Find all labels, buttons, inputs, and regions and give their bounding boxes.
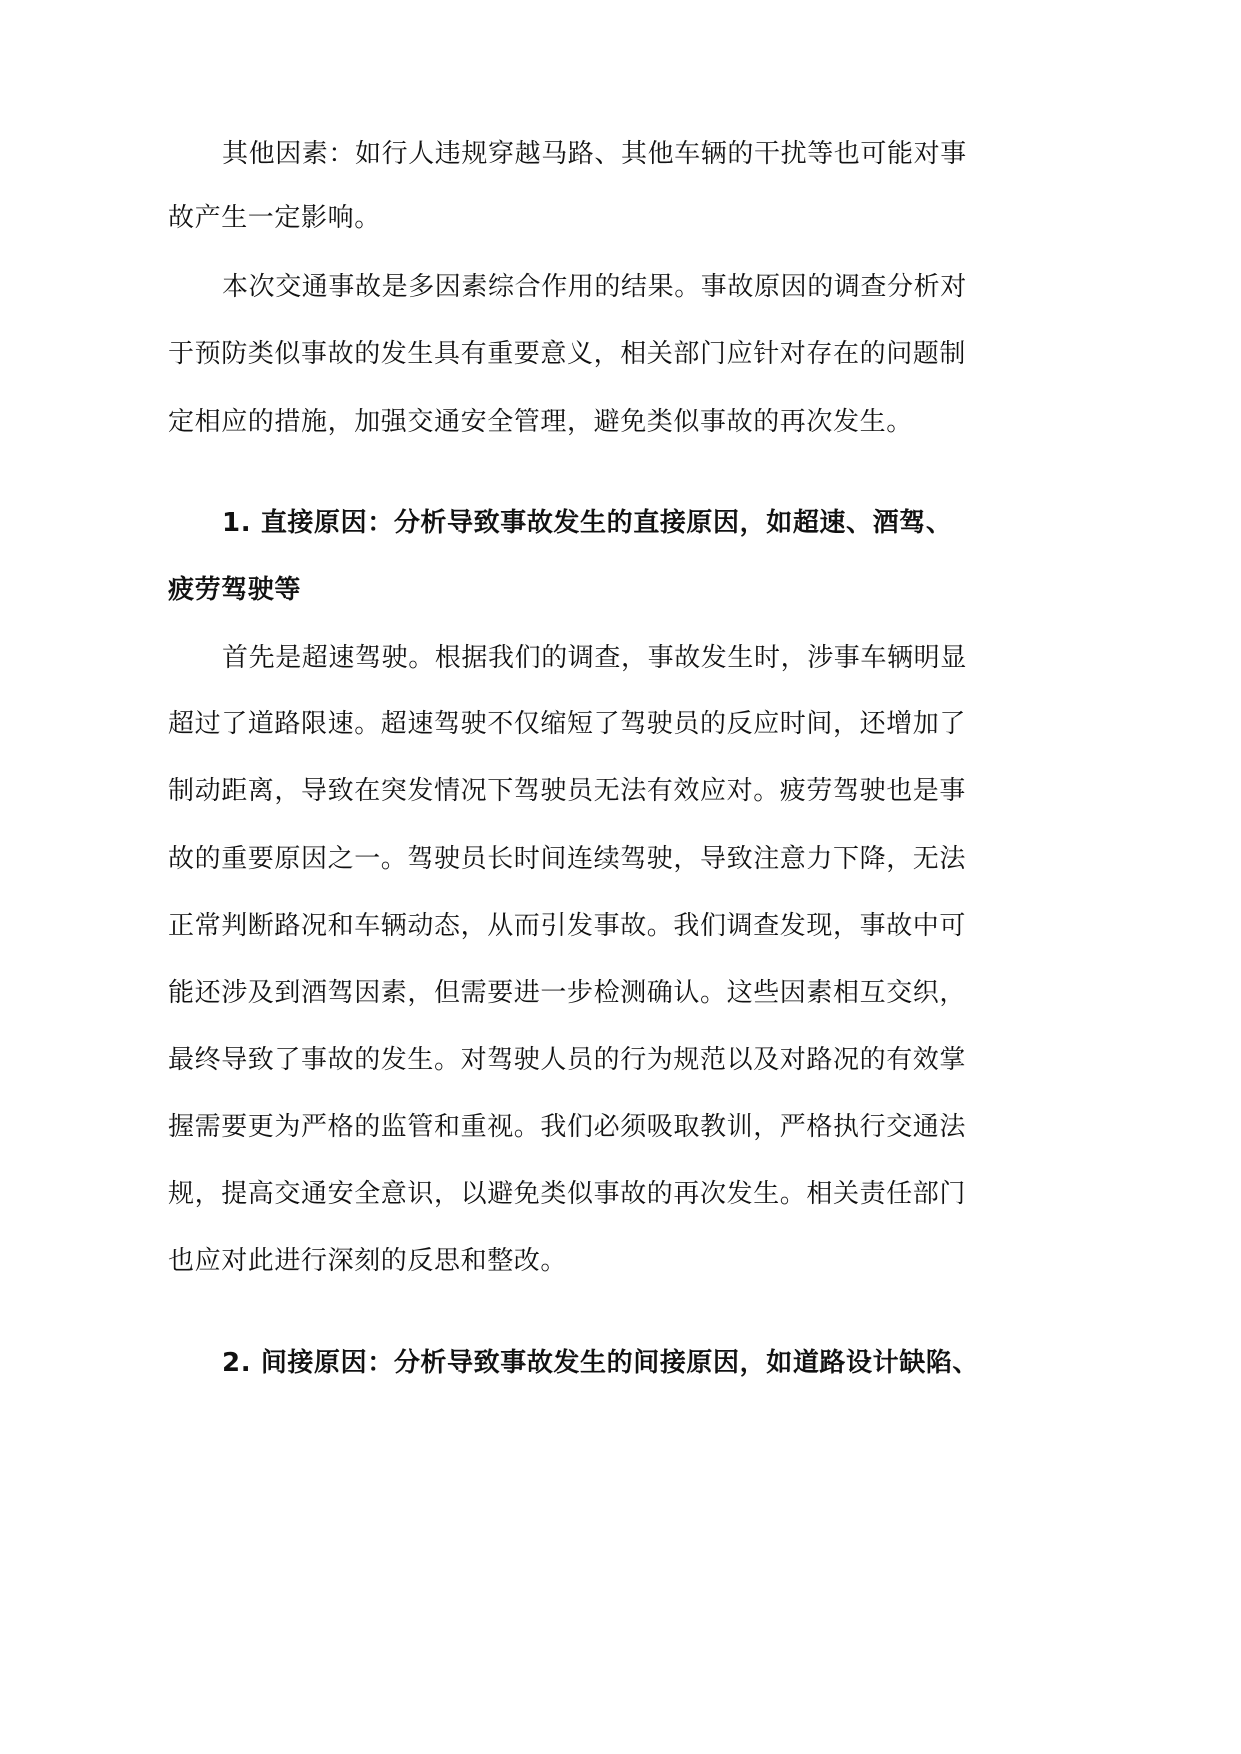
paragraph-direct-cause-line-8: 握需要更为严格的监管和重视。我们必须吸取教训，严格执行交通法 [168, 1112, 967, 1142]
paragraph-direct-cause-line-10: 也应对此进行深刻的反思和整改。 [168, 1246, 568, 1276]
paragraph-other-factors-line-1: 其他因素：如行人违规穿越马路、其他车辆的干扰等也可能对事 [222, 139, 967, 169]
paragraph-direct-cause-line-9: 规，提高交通安全意识，以避免类似事故的再次发生。相关责任部门 [168, 1179, 967, 1209]
paragraph-direct-cause-line-3: 制动距离，导致在突发情况下驾驶员无法有效应对。疲劳驾驶也是事 [168, 776, 967, 806]
paragraph-direct-cause-line-2: 超过了道路限速。超速驾驶不仅缩短了驾驶员的反应时间，还增加了 [168, 709, 967, 739]
paragraph-conclusion-line-3: 定相应的措施，加强交通安全管理，避免类似事故的再次发生。 [168, 407, 913, 437]
paragraph-direct-cause-line-1: 首先是超速驾驶。根据我们的调查，事故发生时，涉事车辆明显 [222, 643, 967, 673]
paragraph-direct-cause-line-4: 故的重要原因之一。驾驶员长时间连续驾驶，导致注意力下降，无法 [168, 844, 967, 874]
paragraph-direct-cause-line-7: 最终导致了事故的发生。对驾驶人员的行为规范以及对路况的有效掌 [168, 1045, 967, 1075]
heading-2-line-1: 2. 间接原因：分析导致事故发生的间接原因，如道路设计缺陷、 [222, 1348, 980, 1378]
heading-1-line-2: 疲劳驾驶等 [168, 575, 302, 605]
paragraph-direct-cause-line-6: 能还涉及到酒驾因素，但需要进一步检测确认。这些因素相互交织， [168, 978, 967, 1008]
heading-1-line-1: 1. 直接原因：分析导致事故发生的直接原因，如超速、酒驾、 [222, 508, 953, 538]
paragraph-other-factors-line-2: 故产生一定影响。 [168, 203, 381, 233]
paragraph-conclusion-line-2: 于预防类似事故的发生具有重要意义，相关部门应针对存在的问题制 [168, 339, 967, 369]
paragraph-conclusion-line-1: 本次交通事故是多因素综合作用的结果。事故原因的调查分析对 [222, 272, 967, 302]
paragraph-direct-cause-line-5: 正常判断路况和车辆动态，从而引发事故。我们调查发现，事故中可 [168, 911, 967, 941]
